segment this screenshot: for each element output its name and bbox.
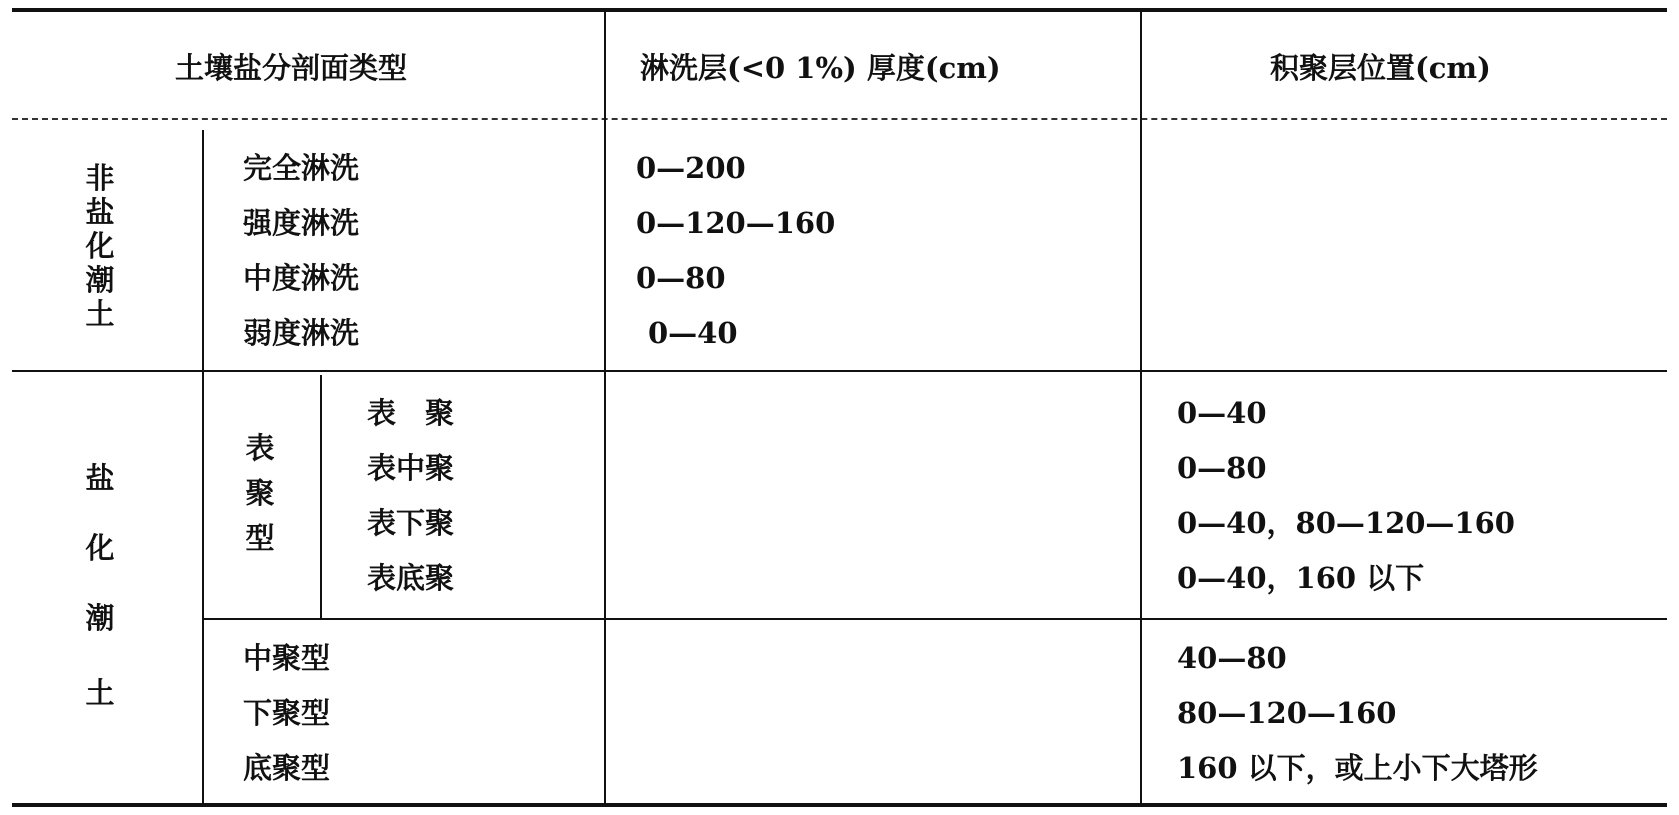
row-position: 40—80	[1177, 641, 1287, 675]
row-type: 表 聚	[367, 396, 455, 430]
row-type: 下聚型	[243, 696, 331, 730]
row-type: 表中聚	[367, 451, 455, 485]
row-position: 0—80	[1177, 451, 1267, 485]
row-thickness: 0—120—160	[636, 206, 836, 240]
top-rule	[12, 8, 1667, 12]
row-type: 中聚型	[243, 641, 331, 675]
row-type: 弱度淋洗	[243, 316, 360, 350]
bottom-rule	[12, 803, 1667, 807]
row-type: 底聚型	[243, 751, 331, 785]
row-position: 160 以下，或上小下大塔形	[1177, 751, 1538, 785]
group-char: 型	[245, 521, 275, 555]
row-type: 强度淋洗	[243, 206, 360, 240]
group-char: 潮	[85, 263, 115, 297]
row-type: 表底聚	[367, 561, 455, 595]
col-divider-2	[1140, 10, 1142, 805]
row-type: 完全淋洗	[243, 151, 360, 185]
group-char: 化	[85, 531, 115, 565]
row-rule-surface	[202, 618, 1667, 620]
row-thickness: 0—200	[636, 151, 746, 185]
group-char: 盐	[85, 461, 115, 495]
row-type: 中度淋洗	[243, 261, 360, 295]
group-char: 化	[85, 229, 115, 263]
header-leaching-thickness: 淋洗层(<0 1%) 厚度(cm)	[640, 51, 1001, 85]
row-position: 0—40	[1177, 396, 1267, 430]
header-rule	[12, 118, 1667, 120]
row-position: 0—40，160 以下	[1177, 561, 1425, 595]
header-accumulation-position: 积聚层位置(cm)	[1270, 51, 1491, 85]
group-char: 土	[85, 676, 115, 710]
col-divider-1	[604, 10, 606, 805]
row-thickness: 0—80	[636, 261, 726, 295]
group-char: 土	[85, 297, 115, 331]
surface-divider	[320, 375, 322, 620]
header-profile-type: 土壤盐分剖面类型	[175, 51, 408, 85]
group-char: 聚	[245, 476, 275, 510]
group-char: 非	[85, 161, 115, 195]
row-thickness: 0—40	[648, 316, 738, 350]
group-divider	[202, 130, 204, 803]
group-char: 表	[245, 431, 275, 465]
group-char: 盐	[85, 195, 115, 229]
row-rule-saline	[12, 370, 1667, 372]
group-char: 潮	[85, 601, 115, 635]
row-position: 80—120—160	[1177, 696, 1397, 730]
row-type: 表下聚	[367, 506, 455, 540]
row-position: 0—40，80—120—160	[1177, 506, 1515, 540]
